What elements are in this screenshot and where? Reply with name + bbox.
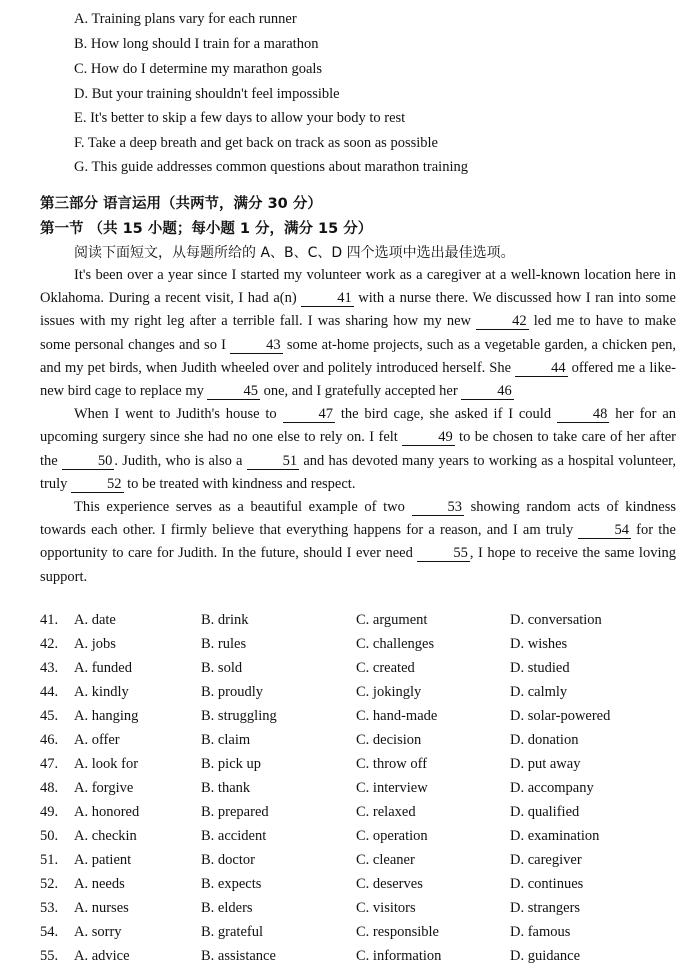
blank-53: 53: [412, 499, 465, 516]
question-row: [40, 684, 680, 708]
blank-54: 54: [578, 522, 631, 539]
blank-51: 51: [247, 453, 300, 470]
choice-a[interactable]: A. funded: [74, 660, 132, 676]
choice-b[interactable]: B. elders: [201, 900, 253, 916]
choice-d[interactable]: D. guidance: [510, 948, 581, 964]
option-d: D. But your training shouldn't feel impossible: [74, 86, 340, 102]
blank-46: 46: [461, 383, 514, 400]
choice-b[interactable]: B. assistance: [201, 948, 276, 964]
option-c: C. How do I determine my marathon goals: [74, 61, 323, 77]
blank-41: 41: [301, 290, 354, 307]
choice-d[interactable]: D. solar-powered: [510, 708, 611, 724]
choice-b[interactable]: B. thank: [201, 780, 251, 796]
paragraph-1: It's been over a year since I started my volunteer work as a caregiver at a well-known location here in Oklahoma. During a recent visit, I had a(n) 41 with a nurse there. We discussed how I ran into some issues with my right leg after a terrible fall. I was sharing how my new 42 led me to have to make some personal changes and so I 43 some at-home projects, such as a vegetable garden, a chicken pen, and my pet birds, when Judith wheeled over and politely introduced herself. She 44 offered me a like-new bird cage to replace my 45 one, and I gratefully accepted her 46: [40, 267, 676, 400]
choice-c[interactable]: C. operation: [356, 828, 428, 844]
question-row: [40, 852, 680, 876]
choice-c[interactable]: C. cleaner: [356, 852, 415, 868]
question-number: 42.: [40, 636, 59, 652]
question-number: 46.: [40, 732, 59, 748]
choice-a[interactable]: A. honored: [74, 804, 140, 820]
question-number: 50.: [40, 828, 59, 844]
choice-a[interactable]: A. hanging: [74, 708, 139, 724]
question-number: 53.: [40, 900, 59, 916]
question-row: [40, 708, 680, 732]
choice-d[interactable]: D. studied: [510, 660, 570, 676]
choice-d[interactable]: D. accompany: [510, 780, 594, 796]
choice-b[interactable]: B. grateful: [201, 924, 264, 940]
choice-a[interactable]: A. offer: [74, 732, 120, 748]
question-row: [40, 900, 680, 924]
option-b: B. How long should I train for a marathon: [74, 36, 319, 52]
blank-47: 47: [283, 406, 336, 423]
question-number: 55.: [40, 948, 59, 964]
paragraph-2: When I went to Judith's house to 47 the bird cage, she asked if I could 48 her for an upcoming surgery since she had no one else to rely on. I felt 49 to be chosen to take care of her after the 50 . Judith, who is also a 51 and has devoted many years to working as a hospital volunteer, truly 52 to be treated with kindness and respect.: [40, 406, 677, 492]
choice-c[interactable]: C. relaxed: [356, 804, 416, 820]
choice-d[interactable]: D. caregiver: [510, 852, 582, 868]
question-number: 43.: [40, 660, 59, 676]
choice-b[interactable]: B. pick up: [201, 756, 262, 772]
choice-b[interactable]: B. prepared: [201, 804, 269, 820]
passage: [40, 264, 676, 589]
question-row: [40, 756, 680, 780]
choice-c[interactable]: C. visitors: [356, 900, 416, 916]
blank-45: 45: [207, 383, 260, 400]
choice-c[interactable]: C. responsible: [356, 924, 439, 940]
choice-d[interactable]: D. calmly: [510, 684, 568, 700]
blank-43: 43: [230, 337, 283, 354]
choice-b[interactable]: B. doctor: [201, 852, 255, 868]
question-number: 45.: [40, 708, 59, 724]
choice-d[interactable]: D. donation: [510, 732, 579, 748]
choice-b[interactable]: B. accident: [201, 828, 267, 844]
option-a: A. Training plans vary for each runner: [74, 11, 297, 27]
choice-d[interactable]: D. famous: [510, 924, 571, 940]
option-g: G. This guide addresses common questions about marathon training: [74, 159, 468, 175]
option-e: E. It's better to skip a few days to allow your body to rest: [74, 110, 406, 126]
question-row: [40, 876, 680, 900]
question-number: 47.: [40, 756, 59, 772]
choice-a[interactable]: A. checkin: [74, 828, 137, 844]
choice-a[interactable]: A. look for: [74, 756, 139, 772]
choice-a[interactable]: A. sorry: [74, 924, 122, 940]
blank-48: 48: [557, 406, 610, 423]
choice-c[interactable]: C. decision: [356, 732, 422, 748]
choice-d[interactable]: D. continues: [510, 876, 584, 892]
choice-a[interactable]: A. patient: [74, 852, 132, 868]
blank-50: 50: [62, 453, 115, 470]
choice-b[interactable]: B. proudly: [201, 684, 264, 700]
question-number: 44.: [40, 684, 59, 700]
blank-52: 52: [71, 476, 124, 493]
question-row: [40, 804, 680, 828]
choice-b[interactable]: B. rules: [201, 636, 247, 652]
choice-a[interactable]: A. jobs: [74, 636, 116, 652]
blank-49: 49: [402, 429, 455, 446]
choice-d[interactable]: D. qualified: [510, 804, 580, 820]
question-row: [40, 924, 680, 948]
choice-b[interactable]: B. struggling: [201, 708, 277, 724]
choice-a[interactable]: A. advice: [74, 948, 130, 964]
choice-a[interactable]: A. date: [74, 612, 116, 628]
choice-c[interactable]: C. jokingly: [356, 684, 422, 700]
blank-44: 44: [515, 360, 568, 377]
section-title: 第三部分 语言运用（共两节，满分 30 分）: [40, 196, 322, 212]
choice-c[interactable]: C. information: [356, 948, 442, 964]
choice-c[interactable]: C. created: [356, 660, 415, 676]
choice-b[interactable]: B. expects: [201, 876, 262, 892]
choice-d[interactable]: D. examination: [510, 828, 600, 844]
paragraph-3: This experience serves as a beautiful example of two 53 showing random acts of kindness towards each other. I firmly believe that everything happens for a reason, and I am truly 54 for the opportunity to care for Judith. In the future, should I ever need 55 , I hope to receive the same loving support.: [40, 499, 676, 585]
choice-c[interactable]: C. argument: [356, 612, 428, 628]
question-number: 52.: [40, 876, 59, 892]
question-number: 41.: [40, 612, 59, 628]
choice-d[interactable]: D. wishes: [510, 636, 568, 652]
choice-c[interactable]: C. deserves: [356, 876, 423, 892]
question-number: 49.: [40, 804, 59, 820]
choice-a[interactable]: A. forgive: [74, 780, 134, 796]
choice-d[interactable]: D. put away: [510, 756, 581, 772]
question-row: [40, 732, 680, 756]
choice-b[interactable]: B. sold: [201, 660, 243, 676]
blank-55: 55: [417, 545, 470, 562]
question-row: [40, 612, 680, 636]
choice-b[interactable]: B. claim: [201, 732, 251, 748]
question-row: [40, 660, 680, 684]
question-row: [40, 780, 680, 804]
choice-c[interactable]: C. hand-made: [356, 708, 438, 724]
instruction: 阅读下面短文，从每题所给的 A、B、C、D 四个选项中选出最佳选项。: [74, 245, 515, 261]
question-number: 54.: [40, 924, 59, 940]
choice-a[interactable]: A. kindly: [74, 684, 129, 700]
option-f: F. Take a deep breath and get back on track as soon as possible: [74, 135, 438, 151]
blank-42: 42: [476, 313, 529, 330]
choice-a[interactable]: A. nurses: [74, 900, 129, 916]
choice-d[interactable]: D. strangers: [510, 900, 581, 916]
question-number: 51.: [40, 852, 59, 868]
subsection-title: 第一节 （共 15 小题；每小题 1 分，满分 15 分）: [40, 221, 373, 237]
choice-c[interactable]: C. throw off: [356, 756, 428, 772]
choice-c[interactable]: C. interview: [356, 780, 428, 796]
question-row: [40, 948, 680, 972]
question-row: [40, 828, 680, 852]
choice-c[interactable]: C. challenges: [356, 636, 435, 652]
choice-b[interactable]: B. drink: [201, 612, 249, 628]
question-number: 48.: [40, 780, 59, 796]
choice-d[interactable]: D. conversation: [510, 612, 602, 628]
choice-a[interactable]: A. needs: [74, 876, 125, 892]
question-row: [40, 636, 680, 660]
